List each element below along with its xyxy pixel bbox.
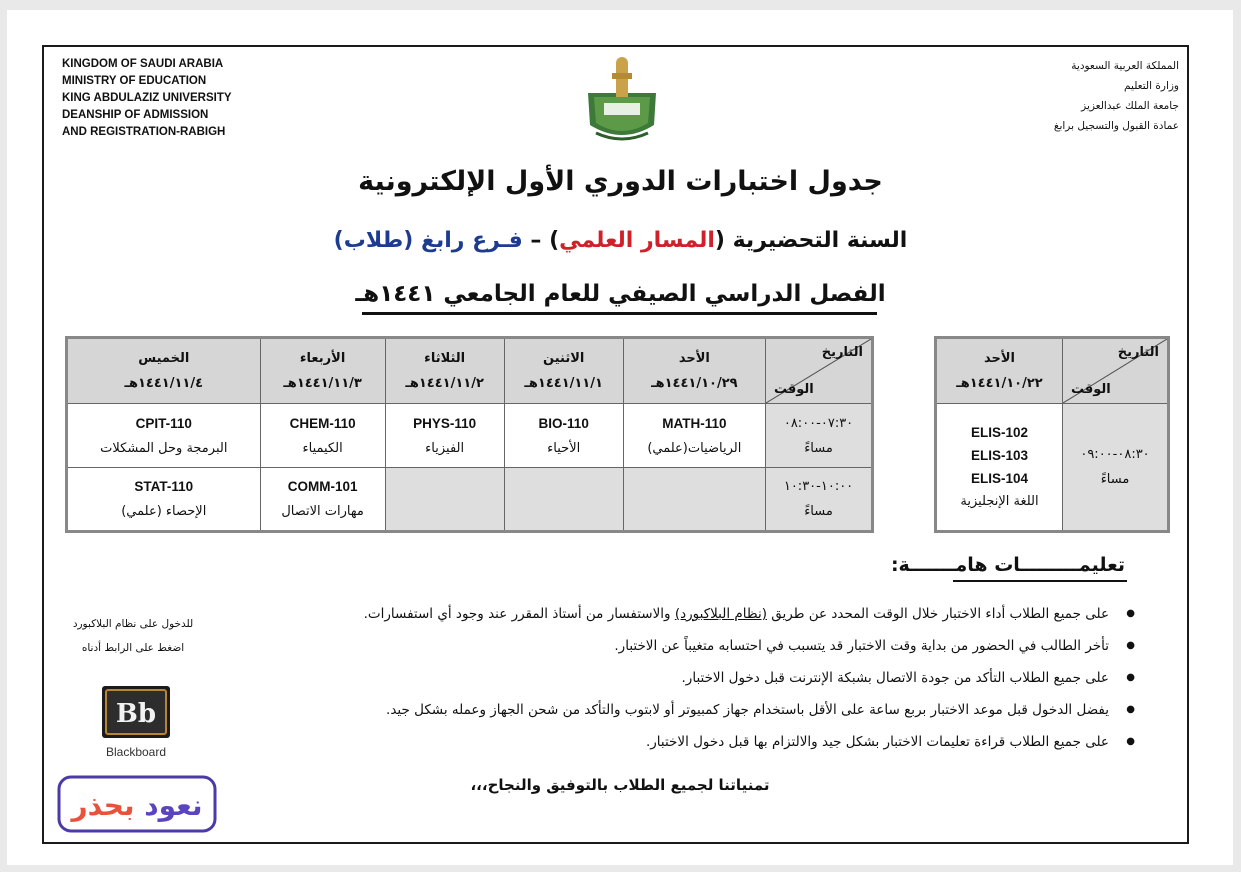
list-item (261, 662, 1141, 694)
semester-title: الفصل الدراسي الصيفي للعام الجامعي ١٤٤١هـ (355, 281, 886, 307)
day-header (260, 338, 385, 404)
course-code: MATH-110 (662, 415, 727, 431)
time-period: مساءً (804, 440, 833, 456)
english-letterhead (62, 56, 232, 141)
day-name: الثلاثاء (424, 351, 466, 366)
course-name: الفيزياء (425, 440, 465, 456)
day-name: الاثنين (543, 351, 585, 366)
subtitle-part: السنة التحضيرية ( (714, 228, 908, 253)
title-underline (362, 312, 877, 315)
exam-schedule-table (65, 336, 874, 533)
arabic-letterhead (1054, 56, 1179, 136)
time-range: ٠٨:٣٠-٠٩:٠٠ (1080, 447, 1150, 462)
day-header (67, 338, 261, 404)
course-name: الرياضيات(علمي) (647, 440, 742, 456)
time-period: مساءً (804, 504, 833, 519)
letterhead-line: DEANSHIP OF ADMISSION (62, 109, 209, 121)
instruction-text: على جميع الطلاب أداء الاختبار خلال الوقت المحدد عن طريق (766, 606, 1109, 622)
course-name: الإحصاء (علمي) (121, 504, 207, 519)
time-cell (766, 468, 873, 532)
instruction-text: يفضل الدخول قبل موعد الاختبار بربع ساعة على الأقل باستخدام جهاز كمبيوتر أو لابتوب والتأكد من شحن الجهاز وعمله بشكل جيد. (386, 702, 1109, 718)
list-item (261, 630, 1141, 662)
day-header (936, 338, 1063, 404)
note-line: اضغط على الرابط أدناه (81, 642, 185, 654)
time-range: ٠٧:٣٠-٠٨:٠٠ (783, 415, 854, 431)
course-code: PHYS-110 (413, 415, 477, 431)
page-title: جدول اختبارات الدوري الأول الإلكترونية (358, 166, 883, 197)
course-cell-empty (504, 468, 623, 532)
course-cell (260, 468, 385, 532)
day-date: ١٤٤١/١١/٤هـ (124, 376, 204, 391)
course-cell (504, 404, 623, 468)
badge-text (70, 789, 203, 822)
list-item (261, 598, 1141, 630)
time-range: ١٠:٠٠-١٠:٣٠ (783, 479, 854, 494)
day-date: ١٤٤١/١٠/٢٩هـ (651, 376, 738, 391)
course-cell (67, 404, 261, 468)
day-name: الأربعاء (299, 351, 346, 366)
course-cell (260, 404, 385, 468)
course-code: COMM-101 (287, 479, 358, 494)
day-name: الأحد (984, 351, 1016, 366)
list-item (261, 694, 1141, 726)
course-code: CPIT-110 (135, 415, 192, 431)
instruction-text: تأخر الطالب في الحضور من بداية وقت الاختبار قد يتسبب في احتسابه متغيباً عن الاختبار. (614, 638, 1109, 654)
letterhead-line: عمادة القبول والتسجيل برابغ (1053, 120, 1179, 132)
letterhead-line: المملكة العربية السعودية (1071, 60, 1179, 72)
course-code: CHEM-110 (289, 415, 356, 431)
course-cell (623, 404, 765, 468)
branch-label: فـرع رابغ (طلاب) (333, 228, 523, 253)
badge-text-a: نعود (134, 789, 203, 822)
day-name: الخميس (138, 351, 190, 366)
track-label: المسار العلمي (559, 228, 715, 253)
letterhead-line: جامعة الملك عبدالعزيز (1081, 100, 1179, 112)
instruction-text: على جميع الطلاب قراءة تعليمات الاختبار بشكل جيد والالتزام بها قبل دخول الاختبار. (645, 734, 1109, 750)
day-date: ١٤٤١/١١/١هـ (524, 376, 603, 391)
time-cell (1063, 404, 1169, 532)
letterhead-line: KINGDOM OF SAUDI ARABIA (62, 58, 224, 70)
letterhead-line: KING ABDULAZIZ UNIVERSITY (62, 92, 232, 104)
list-item (261, 726, 1141, 758)
date-label: التاريخ (1117, 345, 1159, 360)
blackboard-link-text: (نظام البلاكبورد) (674, 606, 767, 622)
course-cell (385, 404, 504, 468)
letterhead-line: AND REGISTRATION-RABIGH (62, 126, 226, 138)
instruction-text: والاستفسار من أستاذ المقرر عند وجود أي استفسارات. (363, 606, 675, 622)
badge-text-b: بحذر (71, 789, 135, 822)
date-label: التاريخ (821, 345, 863, 360)
instructions-list (261, 598, 1141, 758)
letterhead-line: وزارة التعليم (1124, 80, 1179, 92)
course-code: ELIS-103 (970, 448, 1029, 463)
subtitle-part: ) – (522, 228, 560, 253)
page-subtitle (0, 228, 1241, 253)
day-date: ١٤٤١/١١/٣هـ (283, 376, 362, 391)
note-line: للدخول على نظام البلاكبورد (72, 618, 194, 630)
course-name: اللغة الإنجليزية (960, 494, 1039, 509)
closing-wishes: تمنياتنا لجميع الطلاب بالتوفيق والنجاح،،، (470, 776, 770, 794)
course-cell-empty (385, 468, 504, 532)
course-code: BIO-110 (538, 415, 589, 431)
bb-caption: Blackboard (105, 745, 167, 759)
campaign-badge (57, 773, 217, 833)
course-name: البرمجة وحل المشكلات (100, 440, 228, 456)
letterhead-line: MINISTRY OF EDUCATION (62, 75, 207, 87)
day-header (504, 338, 623, 404)
time-cell (766, 404, 873, 468)
course-cell (67, 468, 261, 532)
course-name: مهارات الاتصال (281, 504, 364, 519)
time-label: الوقت (774, 382, 814, 397)
time-label: الوقت (1071, 382, 1111, 397)
course-code: STAT-110 (134, 479, 194, 494)
course-name: الكيمياء (302, 440, 343, 456)
day-header (385, 338, 504, 404)
course-cell (936, 404, 1063, 532)
day-name: الأحد (678, 351, 710, 366)
heading-underline (953, 580, 1127, 582)
course-name: الأحياء (547, 440, 581, 456)
day-date: ١٤٤١/١٠/٢٢هـ (956, 376, 1043, 391)
instruction-text: على جميع الطلاب التأكد من جودة الاتصال بشبكة الإنترنت قبل دخول الاختبار. (681, 670, 1109, 686)
course-code: ELIS-104 (970, 471, 1029, 486)
time-period: مساءً (1100, 472, 1130, 487)
english-exam-table (934, 336, 1170, 533)
blackboard-note (58, 612, 208, 660)
university-logo (582, 53, 662, 147)
blackboard-logo[interactable] (98, 684, 174, 762)
day-date: ١٤٤١/١١/٢هـ (405, 376, 484, 391)
instructions-heading: تعليمـــــــــات هامـــــــة: (890, 554, 1125, 576)
day-header (623, 338, 765, 404)
table-corner-cell (1063, 338, 1169, 404)
table-corner-cell (766, 338, 873, 404)
bb-mark: Bb (115, 699, 157, 729)
course-code: ELIS-102 (970, 425, 1029, 440)
course-cell-empty (623, 468, 765, 532)
